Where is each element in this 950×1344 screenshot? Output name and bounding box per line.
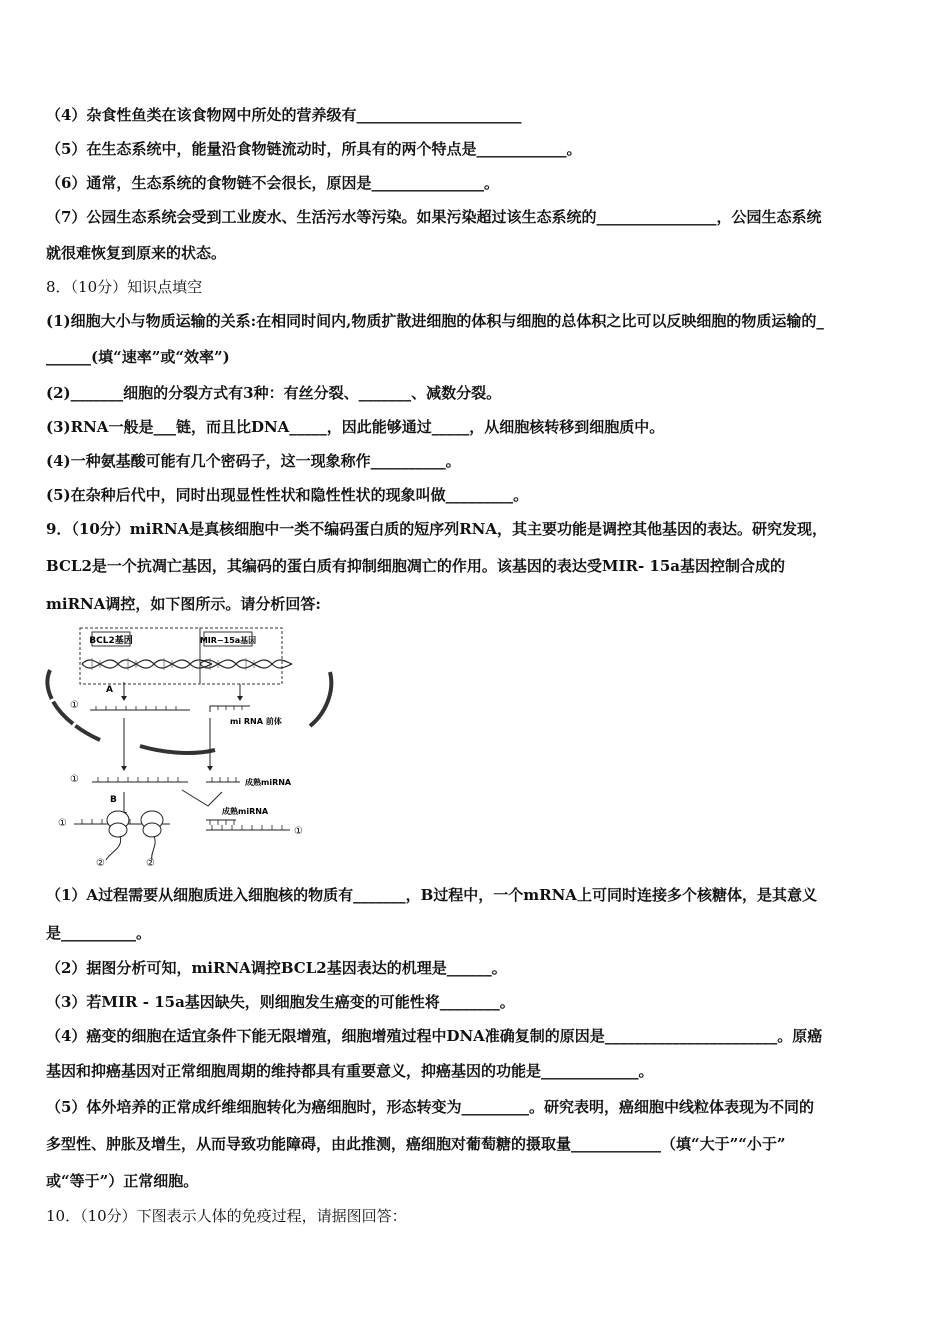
nuclear-membrane-right: [310, 672, 331, 726]
q8-item1: (1)细胞大小与物质运输的关系:在相同时间内,物质扩散进细胞的体积与细胞的总体积之比可以反映细胞的物质运输的_: [46, 312, 824, 330]
marker-2b: ②: [146, 858, 155, 869]
q9-part5-cont: 多型性、肿胀及增生，从而导致功能障碍，由此推测，癌细胞对葡萄糖的摄取量____________（填“大于”“小于”: [46, 1135, 786, 1153]
q8-item1-cont: ______(填“速率”或“效率”): [46, 348, 230, 366]
q9-stem-2: BCL2是一个抗凋亡基因，其编码的蛋白质有抑制细胞凋亡的作用。该基因的表达受MIR- 15a基因控制合成的: [46, 557, 786, 575]
arrow-mir-head: [237, 696, 243, 701]
q9-part4-cont: 基因和抑癌基因对正常细胞周期的维持都具有重要意义，抑癌基因的功能是_____________。: [46, 1062, 654, 1080]
q9-part1-cont: 是__________。: [46, 924, 152, 942]
q7-part6: （6）通常，生态系统的食物链不会很长，原因是_______________。: [46, 174, 499, 192]
q8-item4: (4)一种氨基酸可能有几个密码子，这一现象称作__________。: [46, 452, 461, 470]
mrna-cytoplasm-ticks: [98, 777, 178, 782]
mature-mirna-1-ticks: [212, 777, 236, 782]
q8-item2: (2)_______细胞的分裂方式有3种：有丝分裂、_______、减数分裂。: [46, 384, 502, 402]
q8-item5: (5)在杂种后代中，同时出现显性性状和隐性性状的现象叫做_________。: [46, 486, 529, 504]
q10-stem: 10．（10分）下图表示人体的免疫过程，请据图回答：: [46, 1207, 407, 1225]
polypeptide-2: [152, 836, 155, 860]
join-line-right: [208, 792, 222, 806]
precursor-strand: [210, 706, 250, 712]
precursor-label: mi RNA 前体: [230, 717, 282, 726]
mrna-nucleus-ticks: [96, 706, 176, 710]
q9-part4: （4）癌变的细胞在适宜条件下能无限增殖，细胞增殖过程中DNA准确复制的原因是_______________________。原癌: [46, 1027, 823, 1045]
mir-label: MIR−15a基因: [199, 636, 257, 645]
ribosome-1-small: [109, 823, 127, 837]
marker-1b: ①: [70, 774, 79, 785]
q9-stem: 9．（10分）miRNA是真核细胞中一类不编码蛋白质的短序列RNA，其主要功能是调控其他基因的表达。研究发现，: [46, 520, 828, 538]
marker-1c: ①: [58, 818, 67, 829]
q7-part7-cont: 就很难恢复到原来的状态。: [46, 244, 227, 262]
precursor-ticks: [218, 706, 242, 710]
ribosome-2-small: [143, 823, 161, 837]
label-a: A: [106, 685, 113, 695]
mature-mirna-label-1: 成熟miRNA: [245, 778, 292, 787]
mir-dna-rungs: [210, 658, 254, 670]
marker-1a: ①: [70, 700, 79, 711]
arrow-a-head: [121, 696, 127, 701]
q7-part4: （4）杂食性鱼类在该食物网中所处的营养级有______________________: [46, 106, 522, 124]
q8-title: 8．（10分）知识点填空: [46, 278, 203, 296]
q7-part7: （7）公园生态系统会受到工业废水、生活污水等污染。如果污染超过该生态系统的________________，公园生态系统: [46, 208, 822, 226]
join-line-left: [182, 790, 208, 806]
q8-item3: (3)RNA一般是___链，而且比DNA_____，因此能够通过_____，从细胞核转移到细胞质中。: [46, 418, 665, 436]
q9-part5-cont2: 或“等于”）正常细胞。: [46, 1172, 199, 1190]
nuclear-membrane-bottom: [140, 746, 215, 753]
label-b: B: [110, 795, 117, 805]
q7-part5: （5）在生态系统中，能量沿食物链流动时，所具有的两个特点是____________。: [46, 140, 582, 158]
bcl2-dna-strand-2: [82, 660, 212, 668]
q9-part1: （1）A过程需要从细胞质进入细胞核的物质有_______，B过程中，一个mRNA上可同时连接多个核糖体，是其意义: [46, 886, 817, 904]
bcl2-dna-strand-1: [82, 660, 212, 668]
arrow-export-mrna-head: [121, 766, 127, 771]
mature-mirna-label-2: 成熟miRNA: [222, 807, 269, 816]
q9-part3: （3）若MIR - 15a基因缺失，则细胞发生癌变的可能性将________。: [46, 993, 515, 1011]
polypeptide-1: [106, 836, 121, 860]
q9-stem-3: miRNA调控，如下图所示。请分析回答:: [46, 595, 321, 613]
arrow-export-mirna-head: [207, 766, 213, 771]
marker-1d: ①: [294, 826, 303, 837]
marker-2a: ②: [96, 858, 105, 869]
bcl2-label: BCL2基因: [89, 636, 133, 646]
q9-part2: （2）据图分析可知，miRNA调控BCL2基因表达的机理是______。: [46, 959, 507, 977]
target-mrna-ticks: [212, 825, 282, 830]
bound-mirna-ticks: [210, 820, 234, 825]
mirna-regulation-diagram: [40, 622, 340, 872]
q9-part5: （5）体外培养的正常成纤维细胞转化为癌细胞时，形态转变为_________。研究表明，癌细胞中线粒体表现为不同的: [46, 1098, 814, 1116]
